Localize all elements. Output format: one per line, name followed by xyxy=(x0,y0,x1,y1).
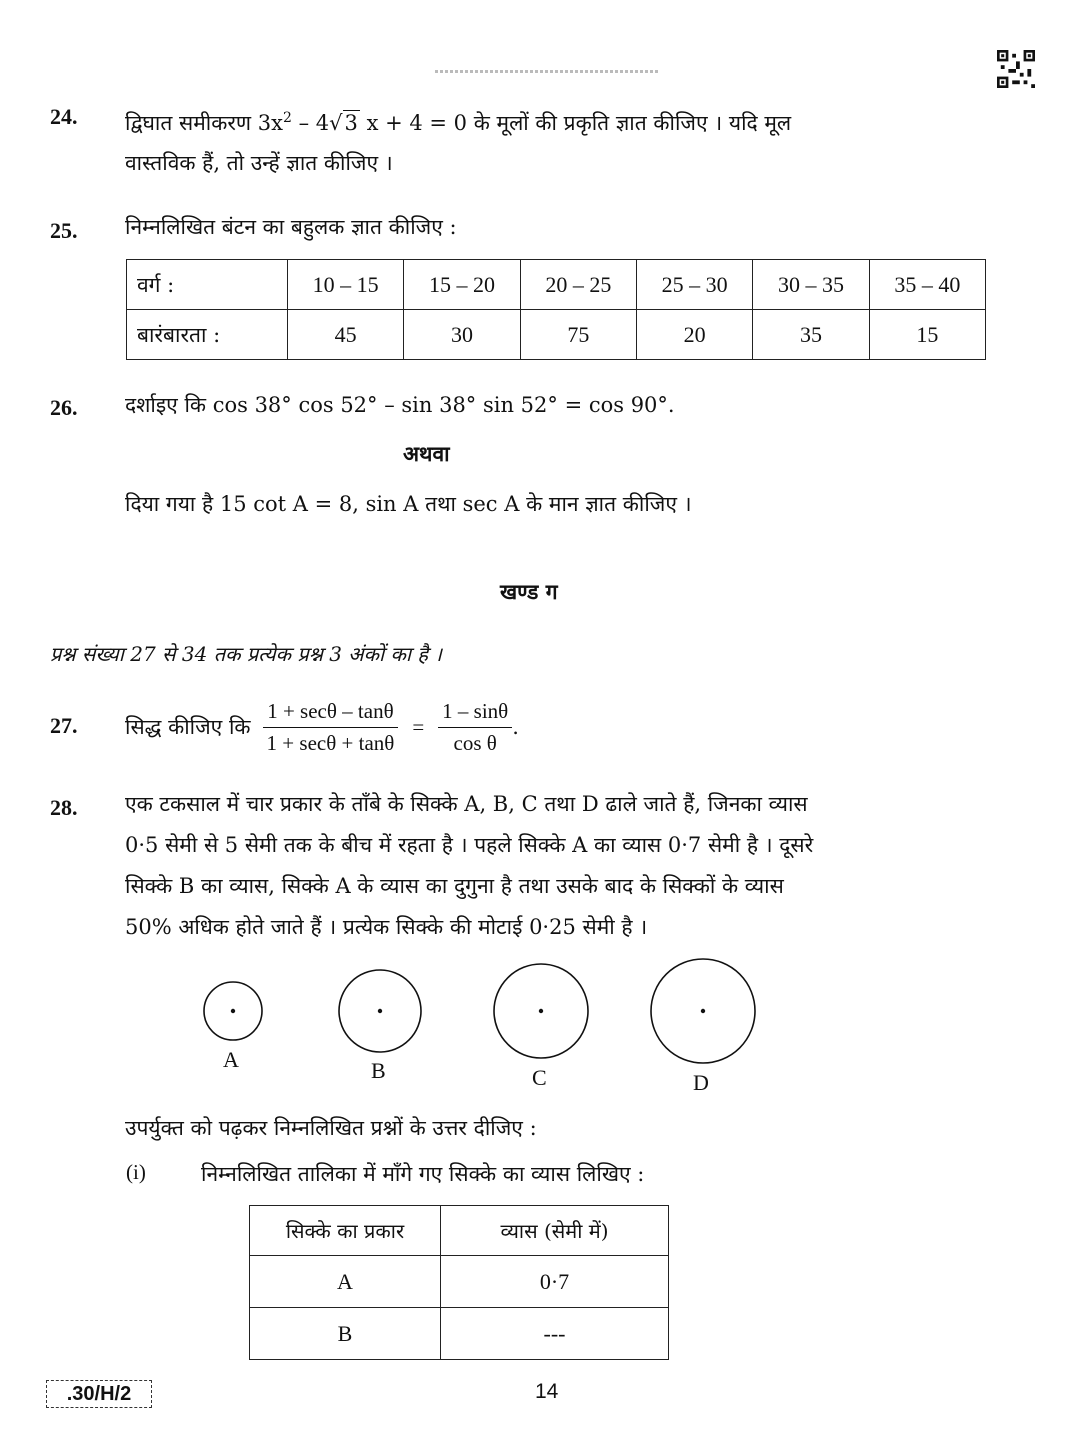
table-cell: 0·7 xyxy=(441,1256,669,1308)
table-cell: 45 xyxy=(288,310,404,360)
question-24-text xyxy=(125,98,985,183)
coin-d-center xyxy=(701,1009,705,1013)
table-cell: 20 – 25 xyxy=(520,260,636,310)
question-27-text xyxy=(125,695,519,759)
sqrt-icon: √ xyxy=(329,111,343,135)
q24-part-b: – 4 xyxy=(291,111,330,135)
q28-line: एक टकसाल में चार प्रकार के ताँबे के सिक्के A, B, C तथा D ढाले जाते हैं, जिनका व्यास xyxy=(125,792,808,816)
q27-lhs-numerator: 1 + secθ – tanθ xyxy=(263,699,399,728)
coins-figure xyxy=(190,955,770,1075)
coin-a-center xyxy=(231,1009,235,1013)
coin-label-a: A xyxy=(223,1047,239,1072)
coin-b-center xyxy=(378,1009,382,1013)
table-row-classes xyxy=(127,260,986,310)
table-cell: 35 – 40 xyxy=(869,260,985,310)
sub-question-number: (i) xyxy=(126,1160,146,1184)
q27-prefix: सिद्ध कीजिए कि xyxy=(125,715,251,739)
table-cell: 30 – 35 xyxy=(753,260,869,310)
section-title: खण्ड ग xyxy=(500,579,558,604)
question-number-27: 27. xyxy=(50,713,78,738)
table-cell: --- xyxy=(441,1308,669,1360)
q28-line: 50% अधिक होते जाते हैं । प्रत्येक सिक्के की मोटाई 0·25 सेमी है । xyxy=(125,915,648,939)
q24-part-a: द्विघात समीकरण 3x xyxy=(125,111,283,135)
section-instruction: प्रश्न संख्या 27 से 34 तक प्रत्येक प्रश्न 3 अंकों का है । xyxy=(50,642,442,666)
table-cell: 10 – 15 xyxy=(288,260,404,310)
table-cell: 15 – 20 xyxy=(404,260,520,310)
q24-part-c: x + 4 = 0 के मूलों की प्रकृति ज्ञात कीजिए । यदि मूल xyxy=(366,111,792,135)
coin-label-c: C xyxy=(532,1065,547,1090)
coin-label-d: D xyxy=(693,1070,709,1095)
q27-equals: = xyxy=(412,714,425,739)
table-row-label: वर्ग : xyxy=(127,260,288,310)
paper-code: .30/H/2 xyxy=(46,1380,152,1408)
table-header-cell: व्यास (सेमी में) xyxy=(441,1206,669,1256)
question-number-28: 28. xyxy=(50,795,78,820)
table-cell: A xyxy=(250,1256,441,1308)
table-cell: 20 xyxy=(636,310,752,360)
question-24-line1 xyxy=(125,98,985,143)
coin-label-b: B xyxy=(371,1058,386,1083)
q24-superscript: 2 xyxy=(282,110,292,126)
table-row-frequencies xyxy=(127,310,986,360)
q27-end: . xyxy=(512,715,519,739)
table-header-row xyxy=(250,1206,669,1256)
q28-line: 0·5 सेमी से 5 सेमी तक के बीच में रहता है । पहले सिक्के A का व्यास 0·7 सेमी है । दूसरे xyxy=(125,833,814,857)
table-row xyxy=(250,1256,669,1308)
question-26-text: दर्शाइए कि cos 38° cos 52° – sin 38° sin 52° = cos 90°. xyxy=(125,393,675,417)
table-cell: 15 xyxy=(869,310,985,360)
frequency-table xyxy=(126,259,986,360)
table-cell: B xyxy=(250,1308,441,1360)
q27-rhs-denominator: cos θ xyxy=(453,730,497,755)
question-26-alt-text: दिया गया है 15 cot A = 8, sin A तथा sec A के मान ज्ञात कीजिए । xyxy=(125,492,692,516)
question-28-text xyxy=(125,784,985,948)
sub-question-text: निम्नलिखित तालिका में माँगे गए सिक्के का व्यास लिखिए : xyxy=(201,1162,645,1186)
q27-rhs-fraction xyxy=(438,699,512,756)
question-number-25: 25. xyxy=(50,218,78,243)
q27-rhs-numerator: 1 – sinθ xyxy=(438,699,512,728)
read-prompt: उपर्युक्त को पढ़कर निम्नलिखित प्रश्नों के उत्तर दीजिए : xyxy=(125,1116,537,1140)
or-label: अथवा xyxy=(403,441,450,466)
page-number: 14 xyxy=(535,1380,559,1403)
table-row xyxy=(250,1308,669,1360)
qr-code-icon xyxy=(997,50,1035,88)
table-cell: 75 xyxy=(520,310,636,360)
table-header-cell: सिक्के का प्रकार xyxy=(250,1206,441,1256)
question-25-text: निम्नलिखित बंटन का बहुलक ज्ञात कीजिए : xyxy=(125,215,457,239)
q28-line: सिक्के B का व्यास, सिक्के A के व्यास का दुगुना है तथा उसके बाद के सिक्कों के व्यास xyxy=(125,874,784,898)
question-number-24: 24. xyxy=(50,104,78,129)
table-cell: 35 xyxy=(753,310,869,360)
coin-c-center xyxy=(539,1009,543,1013)
watermark-line xyxy=(435,70,660,73)
question-24-line2: वास्तविक हैं, तो उन्हें ज्ञात कीजिए । xyxy=(125,151,393,175)
coin-diameter-table xyxy=(249,1205,669,1360)
table-row-label: बारंबारता : xyxy=(127,310,288,360)
table-cell: 25 – 30 xyxy=(636,260,752,310)
table-cell: 30 xyxy=(404,310,520,360)
q27-lhs-fraction xyxy=(263,699,399,756)
question-number-26: 26. xyxy=(50,395,78,420)
q24-sqrt-arg: 3 xyxy=(344,111,358,135)
q27-lhs-denominator: 1 + secθ + tanθ xyxy=(266,730,395,755)
